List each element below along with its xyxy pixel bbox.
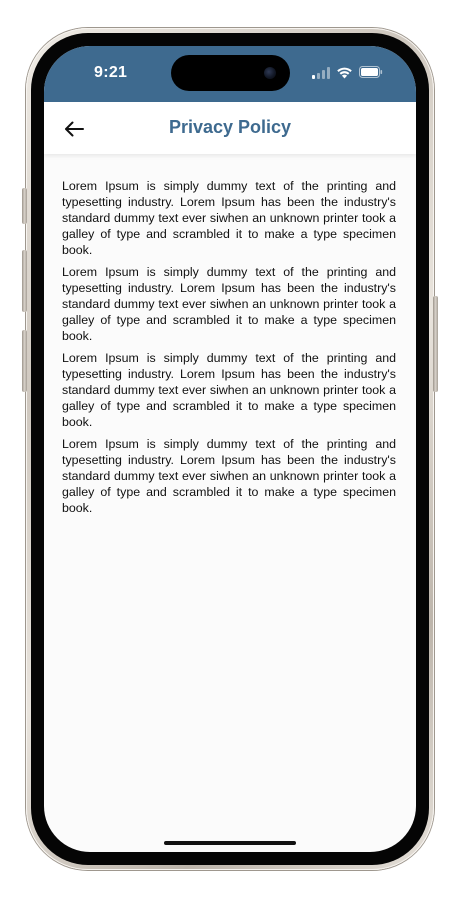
status-time: 9:21 xyxy=(94,64,128,81)
app-bar xyxy=(44,102,416,154)
cellular-signal-icon xyxy=(312,67,330,79)
battery-icon xyxy=(359,66,383,78)
camera-icon xyxy=(264,67,276,79)
power-button xyxy=(433,296,438,392)
page-title: Privacy Policy xyxy=(168,117,292,137)
dynamic-island xyxy=(171,55,290,91)
phone-screen xyxy=(44,46,416,852)
policy-paragraph: Lorem Ipsum is simply dummy text of the printing and typesetting industry. Lorem Ipsum has been the industry's standard dummy text ever siwhen an unknown printer took a galley of type and scrambled it to make a type specimen book. xyxy=(62,179,396,257)
wifi-icon xyxy=(336,65,353,79)
volume-up-button xyxy=(22,250,27,312)
home-indicator[interactable] xyxy=(164,841,296,845)
policy-paragraph: Lorem Ipsum is simply dummy text of the printing and typesetting industry. Lorem Ipsum has been the industry's standard dummy text ever siwhen an unknown printer took a galley of type and scrambled it to make a type specimen book. xyxy=(62,351,396,429)
status-bar xyxy=(44,46,416,102)
policy-content xyxy=(62,178,396,522)
action-button xyxy=(22,188,27,224)
policy-paragraph: Lorem Ipsum is simply dummy text of the printing and typesetting industry. Lorem Ipsum has been the industry's standard dummy text ever siwhen an unknown printer took a galley of type and scrambled it to make a type specimen book. xyxy=(62,437,396,515)
volume-down-button xyxy=(22,330,27,392)
policy-paragraph: Lorem Ipsum is simply dummy text of the printing and typesetting industry. Lorem Ipsum has been the industry's standard dummy text ever siwhen an unknown printer took a galley of type and scrambled it to make a type specimen book. xyxy=(62,265,396,343)
